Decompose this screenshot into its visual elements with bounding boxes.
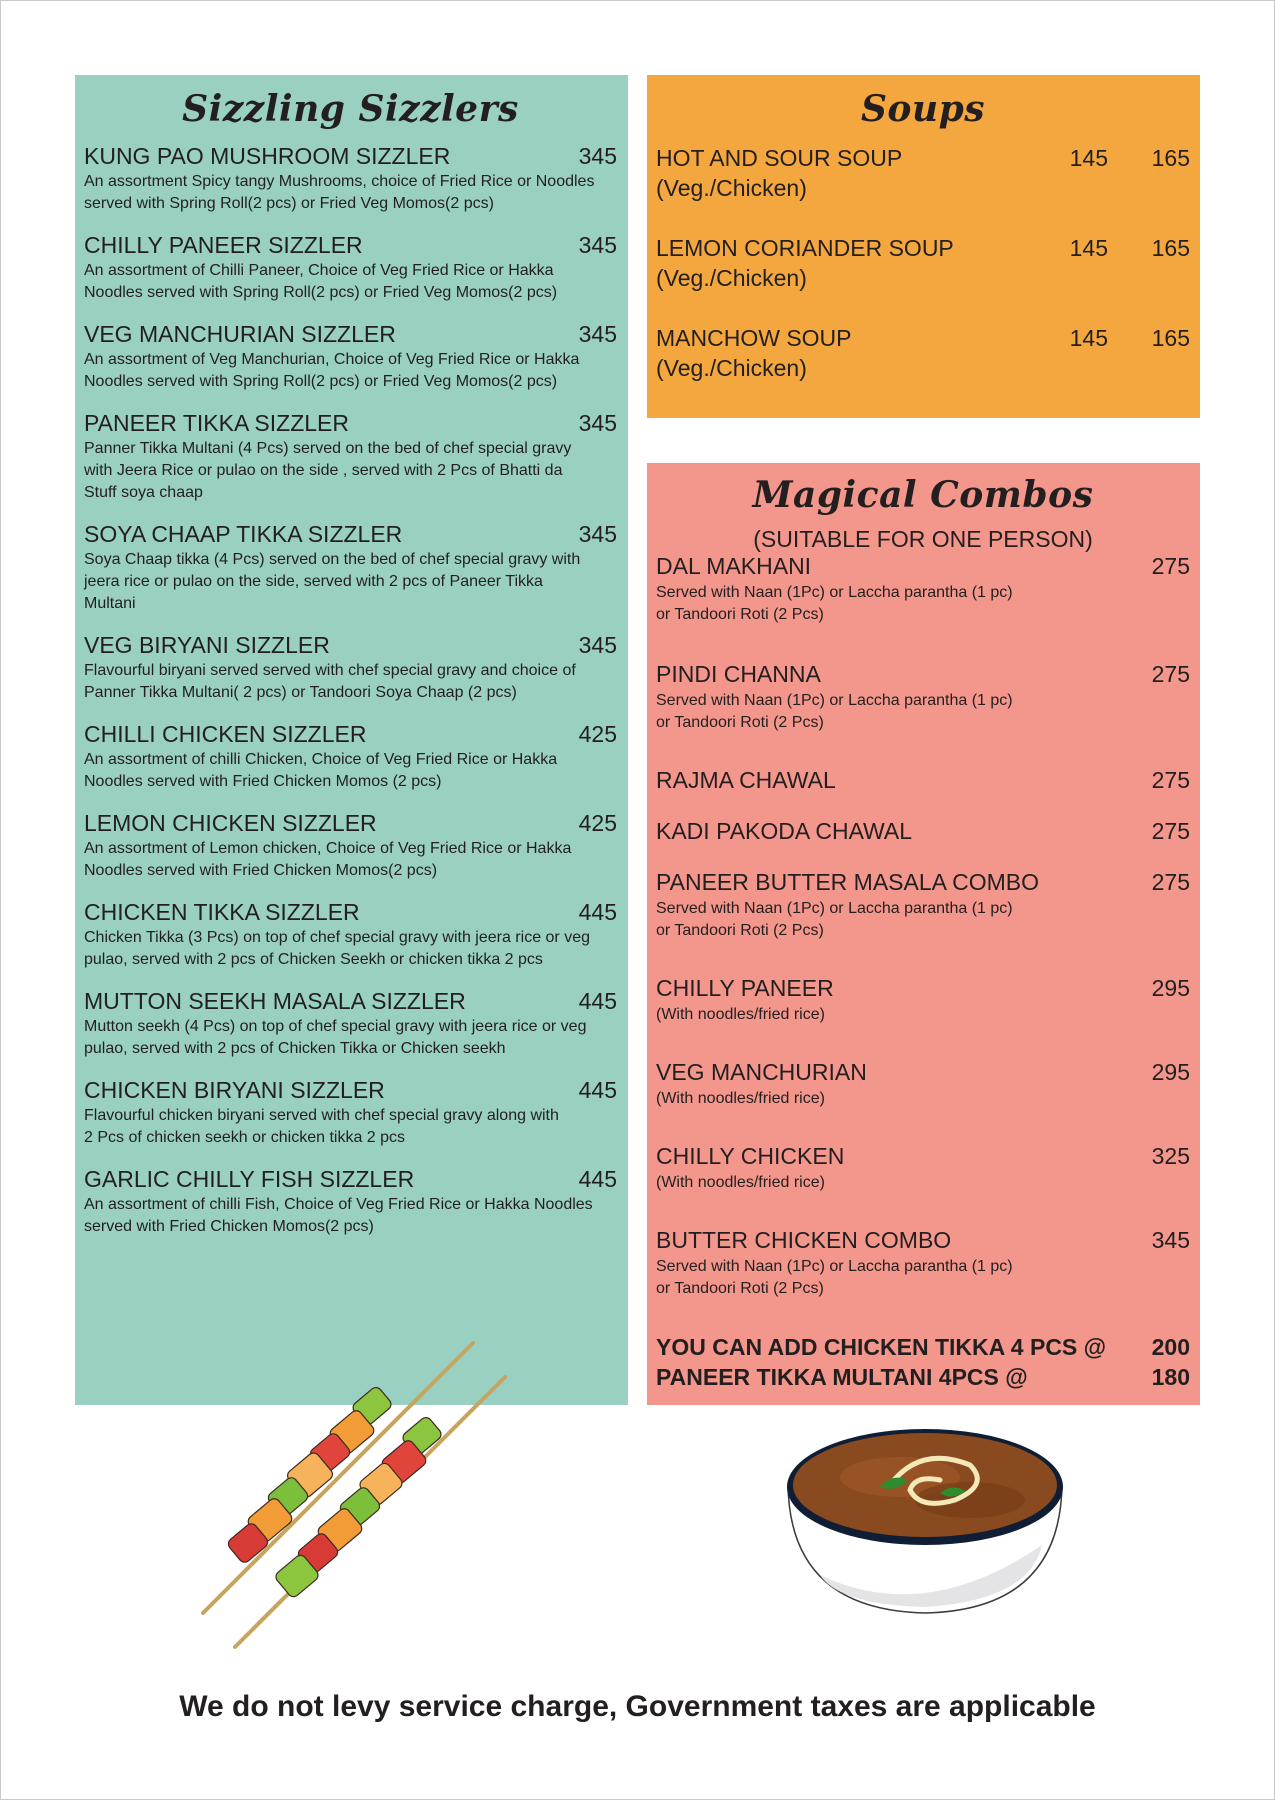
soup-chicken-price: 165 <box>1151 325 1190 351</box>
combo-item-price: 295 <box>1151 975 1190 1001</box>
sizzler-item-description: served with Spring Roll(2 pcs) or Fried Veg Momos(2 pcs) <box>84 195 494 212</box>
soups-panel <box>647 75 1200 418</box>
sizzler-item-row <box>84 143 617 169</box>
sizzler-item-description: Noodles served with Spring Roll(2 pcs) or Fried Veg Momos(2 pcs) <box>84 373 558 390</box>
sizzler-item-row <box>84 232 617 258</box>
soup-item <box>656 233 1190 293</box>
soups-title: Soups <box>860 88 986 130</box>
sizzler-item-description: Multani <box>84 595 136 612</box>
combo-item-row <box>656 869 1190 895</box>
sizzler-item-row <box>84 721 617 747</box>
combo-item <box>656 869 1190 942</box>
sizzler-item-description: pulao, served with 2 pcs of Chicken Seekh or chicken tikka 2 pcs <box>84 951 543 968</box>
footer-note: We do not levy service charge, Government taxes are applicable <box>179 1690 1096 1723</box>
combo-item-name: BUTTER CHICKEN COMBO <box>656 1227 952 1253</box>
combo-item-description: Served with Naan (1Pc) or Laccha parantha (1 pc) <box>656 1258 1013 1275</box>
sizzler-item-price: 445 <box>578 988 617 1014</box>
sizzler-item-row <box>84 1077 617 1103</box>
combo-item-price: 275 <box>1151 869 1190 895</box>
combo-item-name: PINDI CHANNA <box>656 661 821 687</box>
combo-item-name: DAL MAKHANI <box>656 553 812 579</box>
sizzler-item <box>84 1077 617 1149</box>
addon-label: YOU CAN ADD CHICKEN TIKKA 4 PCS @ <box>656 1334 1107 1360</box>
combo-item-description: (With noodles/fried rice) <box>656 1090 825 1107</box>
sizzler-item <box>84 410 617 504</box>
sizzler-item <box>84 232 617 304</box>
sizzler-item-name: KUNG PAO MUSHROOM SIZZLER <box>84 143 451 169</box>
combo-item-price: 295 <box>1151 1059 1190 1085</box>
soup-item-variant: (Veg./Chicken) <box>656 355 807 381</box>
sizzler-item-name: CHILLI CHICKEN SIZZLER <box>84 721 367 747</box>
combos-subtitle: (SUITABLE FOR ONE PERSON) <box>753 526 1093 552</box>
sizzler-item-name: LEMON CHICKEN SIZZLER <box>84 810 377 836</box>
sizzler-item-row <box>84 410 617 436</box>
combo-item-name: RAJMA CHAWAL <box>656 767 836 793</box>
sizzler-item <box>84 1166 617 1238</box>
combos-list <box>656 553 1190 1300</box>
combos-title: Magical Combos <box>752 474 1094 516</box>
sizzler-item-row <box>84 1166 617 1192</box>
sizzler-item-description: An assortment of chilli Chicken, Choice of Veg Fried Rice or Hakka <box>84 751 558 768</box>
sizzler-item-row <box>84 899 617 925</box>
combo-item-name: CHILLY PANEER <box>656 975 834 1001</box>
sizzler-item-description: 2 Pcs of chicken seekh or chicken tikka 2 pcs <box>84 1129 406 1146</box>
sizzler-item-description: Stuff soya chaap <box>84 484 203 501</box>
kebab-pieces-icon <box>226 1385 443 1599</box>
kebab-skewers-illustration <box>195 1335 515 1655</box>
soup-item <box>656 143 1190 203</box>
sizzler-item-name: VEG BIRYANI SIZZLER <box>84 632 330 658</box>
combo-item <box>656 553 1190 626</box>
combo-item-description: or Tandoori Roti (2 Pcs) <box>656 606 824 623</box>
sizzler-item-name: SOYA CHAAP TIKKA SIZZLER <box>84 521 403 547</box>
sizzler-item-row <box>84 632 617 658</box>
sizzler-item-description: An assortment of Chilli Paneer, Choice of Veg Fried Rice or Hakka <box>84 262 554 279</box>
sizzler-item-description: Flavourful biryani served served with chef special gravy and choice of <box>84 662 576 679</box>
sizzler-item-price: 345 <box>578 632 617 658</box>
combo-item-name: VEG MANCHURIAN <box>656 1059 867 1085</box>
combo-item <box>656 818 1190 844</box>
soup-item <box>656 323 1190 383</box>
combo-item-row <box>656 1059 1190 1085</box>
sizzler-item-price: 345 <box>578 410 617 436</box>
sizzler-item-description: Panner Tikka Multani( 2 pcs) or Tandoori Soya Chaap (2 pcs) <box>84 684 517 701</box>
sizzler-item <box>84 143 617 215</box>
sizzler-item-description: pulao, served with 2 pcs of Chicken Tikka or Chicken seekh <box>84 1040 506 1057</box>
soup-item-name: HOT AND SOUR SOUP <box>656 145 903 171</box>
combo-item-name: PANEER BUTTER MASALA COMBO <box>656 869 1039 895</box>
sizzler-item-description: Chicken Tikka (3 Pcs) on top of chef special gravy with jeera rice or veg <box>84 929 590 946</box>
sizzler-item <box>84 321 617 393</box>
combo-item-row <box>656 1143 1190 1169</box>
sizzler-item-name: VEG MANCHURIAN SIZZLER <box>84 321 396 347</box>
combos-addons <box>656 1332 1190 1392</box>
sizzler-item-description: An assortment of Lemon chicken, Choice of Veg Fried Rice or Hakka <box>84 840 572 857</box>
sizzler-item-description: Flavourful chicken biryani served with chef special gravy along with <box>84 1107 559 1124</box>
sizzler-item-name: MUTTON SEEKH MASALA SIZZLER <box>84 988 466 1014</box>
soup-item-variant: (Veg./Chicken) <box>656 265 807 291</box>
sizzler-item-description: jeera rice or pulao on the side, served with 2 pcs of Paneer Tikka <box>84 573 543 590</box>
sizzler-item-description: An assortment Spicy tangy Mushrooms, choice of Fried Rice or Noodles <box>84 173 595 190</box>
sizzler-item-price: 425 <box>578 810 617 836</box>
soup-veg-price: 145 <box>1069 145 1108 171</box>
combo-item-description: or Tandoori Roti (2 Pcs) <box>656 714 824 731</box>
combo-item-description: or Tandoori Roti (2 Pcs) <box>656 922 824 939</box>
sizzler-item-name: CHICKEN TIKKA SIZZLER <box>84 899 360 925</box>
sizzler-item-price: 345 <box>578 321 617 347</box>
soups-list <box>656 143 1190 383</box>
sizzler-item-description: Soya Chaap tikka (4 Pcs) served on the bed of chef special gravy with <box>84 551 581 568</box>
sizzler-item-description: Noodles served with Fried Chicken Momos (2 pcs) <box>84 773 442 790</box>
sizzler-item-price: 425 <box>578 721 617 747</box>
sizzler-item-row <box>84 810 617 836</box>
combo-item-description: Served with Naan (1Pc) or Laccha parantha (1 pc) <box>656 900 1013 917</box>
sizzler-item-name: PANEER TIKKA SIZZLER <box>84 410 350 436</box>
combo-item-description: Served with Naan (1Pc) or Laccha parantha (1 pc) <box>656 692 1013 709</box>
combo-item-description: (With noodles/fried rice) <box>656 1174 825 1191</box>
sizzler-item-name: CHILLY PANEER SIZZLER <box>84 232 363 258</box>
addon-price: 180 <box>1151 1364 1190 1390</box>
sizzler-item-description: An assortment of Veg Manchurian, Choice of Veg Fried Rice or Hakka <box>84 351 580 368</box>
sizzler-item-price: 345 <box>578 521 617 547</box>
combo-item-row <box>656 767 1190 793</box>
sizzler-item-row <box>84 521 617 547</box>
soup-veg-price: 145 <box>1069 235 1108 261</box>
combo-item <box>656 1227 1190 1300</box>
combo-item <box>656 1143 1190 1194</box>
combo-item-price: 275 <box>1151 767 1190 793</box>
sizzler-item-description: served with Fried Chicken Momos(2 pcs) <box>84 1218 374 1235</box>
sizzler-item-description: Panner Tikka Multani (4 Pcs) served on the bed of chef special gravy <box>84 440 572 457</box>
combo-item-description: (With noodles/fried rice) <box>656 1006 825 1023</box>
combo-item-description: or Tandoori Roti (2 Pcs) <box>656 1280 824 1297</box>
combo-item-row <box>656 1227 1190 1253</box>
sizzler-item-row <box>84 321 617 347</box>
soup-item-name: LEMON CORIANDER SOUP <box>656 235 954 261</box>
sizzler-item <box>84 521 617 615</box>
combo-item <box>656 1059 1190 1110</box>
sizzler-item-description: Noodles served with Spring Roll(2 pcs) or Fried Veg Momos(2 pcs) <box>84 284 558 301</box>
combo-item-price: 345 <box>1151 1227 1190 1253</box>
soup-veg-price: 145 <box>1069 325 1108 351</box>
sizzler-item-description: with Jeera Rice or pulao on the side , served with 2 Pcs of Bhatti da <box>84 462 563 479</box>
sizzlers-title: Sizzling Sizzlers <box>182 88 519 130</box>
combo-item-row <box>656 661 1190 687</box>
soup-chicken-price: 165 <box>1151 145 1190 171</box>
sizzler-item-name: GARLIC CHILLY FISH SIZZLER <box>84 1166 415 1192</box>
sizzler-item <box>84 721 617 793</box>
combo-item-name: CHILLY CHICKEN <box>656 1143 845 1169</box>
combo-item-price: 275 <box>1151 553 1190 579</box>
combos-panel <box>647 463 1200 1405</box>
combo-item-description: Served with Naan (1Pc) or Laccha parantha (1 pc) <box>656 584 1013 601</box>
sizzler-item <box>84 810 617 882</box>
combo-item-price: 275 <box>1151 818 1190 844</box>
sizzlers-list <box>84 143 617 1238</box>
combo-item <box>656 767 1190 793</box>
addon-row <box>656 1362 1190 1392</box>
soup-item-row <box>656 143 1190 173</box>
soup-item-row <box>656 323 1190 353</box>
sizzler-item-row <box>84 988 617 1014</box>
sizzler-item <box>84 632 617 704</box>
combo-item <box>656 975 1190 1026</box>
sizzler-item-description: An assortment of chilli Fish, Choice of Veg Fried Rice or Hakka Noodles <box>84 1196 593 1213</box>
combo-item <box>656 661 1190 734</box>
soup-item-name: MANCHOW SOUP <box>656 325 852 351</box>
combo-item-name: KADI PAKODA CHAWAL <box>656 818 913 844</box>
addon-price: 200 <box>1151 1334 1190 1360</box>
soup-chicken-price: 165 <box>1151 235 1190 261</box>
addon-label: PANEER TIKKA MULTANI 4PCS @ <box>656 1364 1028 1390</box>
soup-item-row <box>656 233 1190 263</box>
sizzler-item-price: 445 <box>578 899 617 925</box>
sizzler-item-price: 445 <box>578 1166 617 1192</box>
soup-item-variant: (Veg./Chicken) <box>656 175 807 201</box>
combo-item-row <box>656 553 1190 579</box>
addon-row <box>656 1332 1190 1362</box>
sizzler-item-description: Noodles served with Fried Chicken Momos(2 pcs) <box>84 862 438 879</box>
sizzler-item-description: Mutton seekh (4 Pcs) on top of chef special gravy with jeera rice or veg <box>84 1018 587 1035</box>
sizzler-item-price: 445 <box>578 1077 617 1103</box>
combo-item-row <box>656 975 1190 1001</box>
sizzler-item <box>84 988 617 1060</box>
sizzler-item-name: CHICKEN BIRYANI SIZZLER <box>84 1077 385 1103</box>
sizzler-item <box>84 899 617 971</box>
dal-makhani-bowl-illustration <box>780 1425 1070 1625</box>
combo-item-price: 325 <box>1151 1143 1190 1169</box>
combo-item-row <box>656 818 1190 844</box>
sizzler-item-price: 345 <box>578 143 617 169</box>
sizzler-item-price: 345 <box>578 232 617 258</box>
sizzlers-panel <box>75 75 628 1405</box>
combo-item-price: 275 <box>1151 661 1190 687</box>
